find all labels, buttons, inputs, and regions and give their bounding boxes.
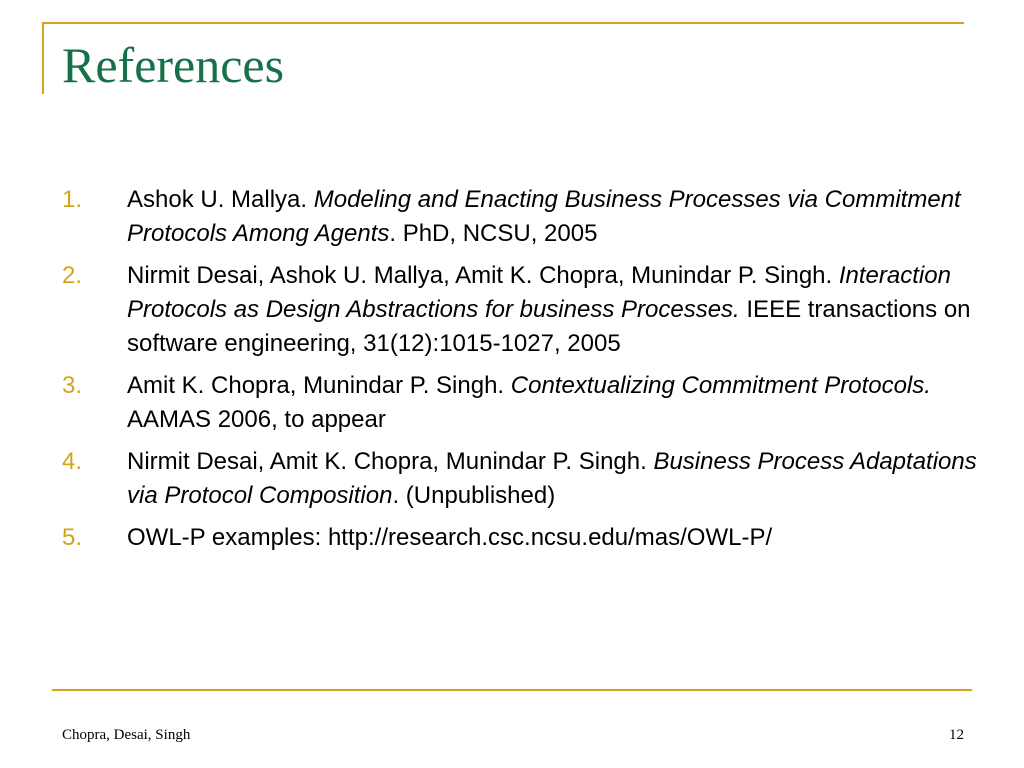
slide-number: 12 [949, 727, 964, 743]
reference-source: . PhD, NCSU, 2005 [389, 220, 598, 247]
reference-item [62, 183, 982, 251]
slide-title: References [62, 37, 285, 93]
reference-authors: Amit K. Chopra, Munindar P. Singh. [127, 372, 511, 399]
footer-authors: Chopra, Desai, Singh [62, 727, 191, 743]
reference-authors: Ashok U. Mallya. [127, 186, 314, 213]
top-border-line [42, 22, 964, 24]
reference-title: Contextualizing Commitment Protocols. [510, 372, 931, 399]
reference-item [62, 445, 982, 513]
reference-title: Interaction Protocols as Design Abstractions for business Processes. [127, 262, 951, 323]
left-border-line [42, 22, 44, 94]
footer-divider [52, 689, 972, 691]
reference-item [62, 259, 982, 361]
references-list [62, 183, 982, 563]
reference-title: Business Process Adaptations via Protocol Composition [127, 448, 977, 509]
reference-source: . (Unpublished) [392, 482, 556, 509]
reference-number: 2. [62, 262, 83, 289]
reference-item [62, 521, 982, 555]
reference-authors: Nirmit Desai, Ashok U. Mallya, Amit K. Chopra, Munindar P. Singh. [127, 262, 839, 289]
reference-title: Modeling and Enacting Business Processes via Commitment Protocols Among Agents [127, 186, 961, 247]
reference-number: 4. [62, 448, 83, 475]
reference-number: 1. [62, 186, 83, 213]
reference-link-text[interactable]: OWL-P examples: http://research.csc.ncsu.edu/mas/OWL-P/ [127, 524, 773, 551]
reference-source: AAMAS 2006, to appear [127, 406, 386, 433]
reference-authors: Nirmit Desai, Amit K. Chopra, Munindar P. Singh. [127, 448, 654, 475]
reference-source: IEEE transactions on software engineering, 31(12):1015-1027, 2005 [127, 296, 971, 357]
reference-number: 5. [62, 524, 83, 551]
reference-number: 3. [62, 372, 83, 399]
reference-item [62, 369, 982, 437]
